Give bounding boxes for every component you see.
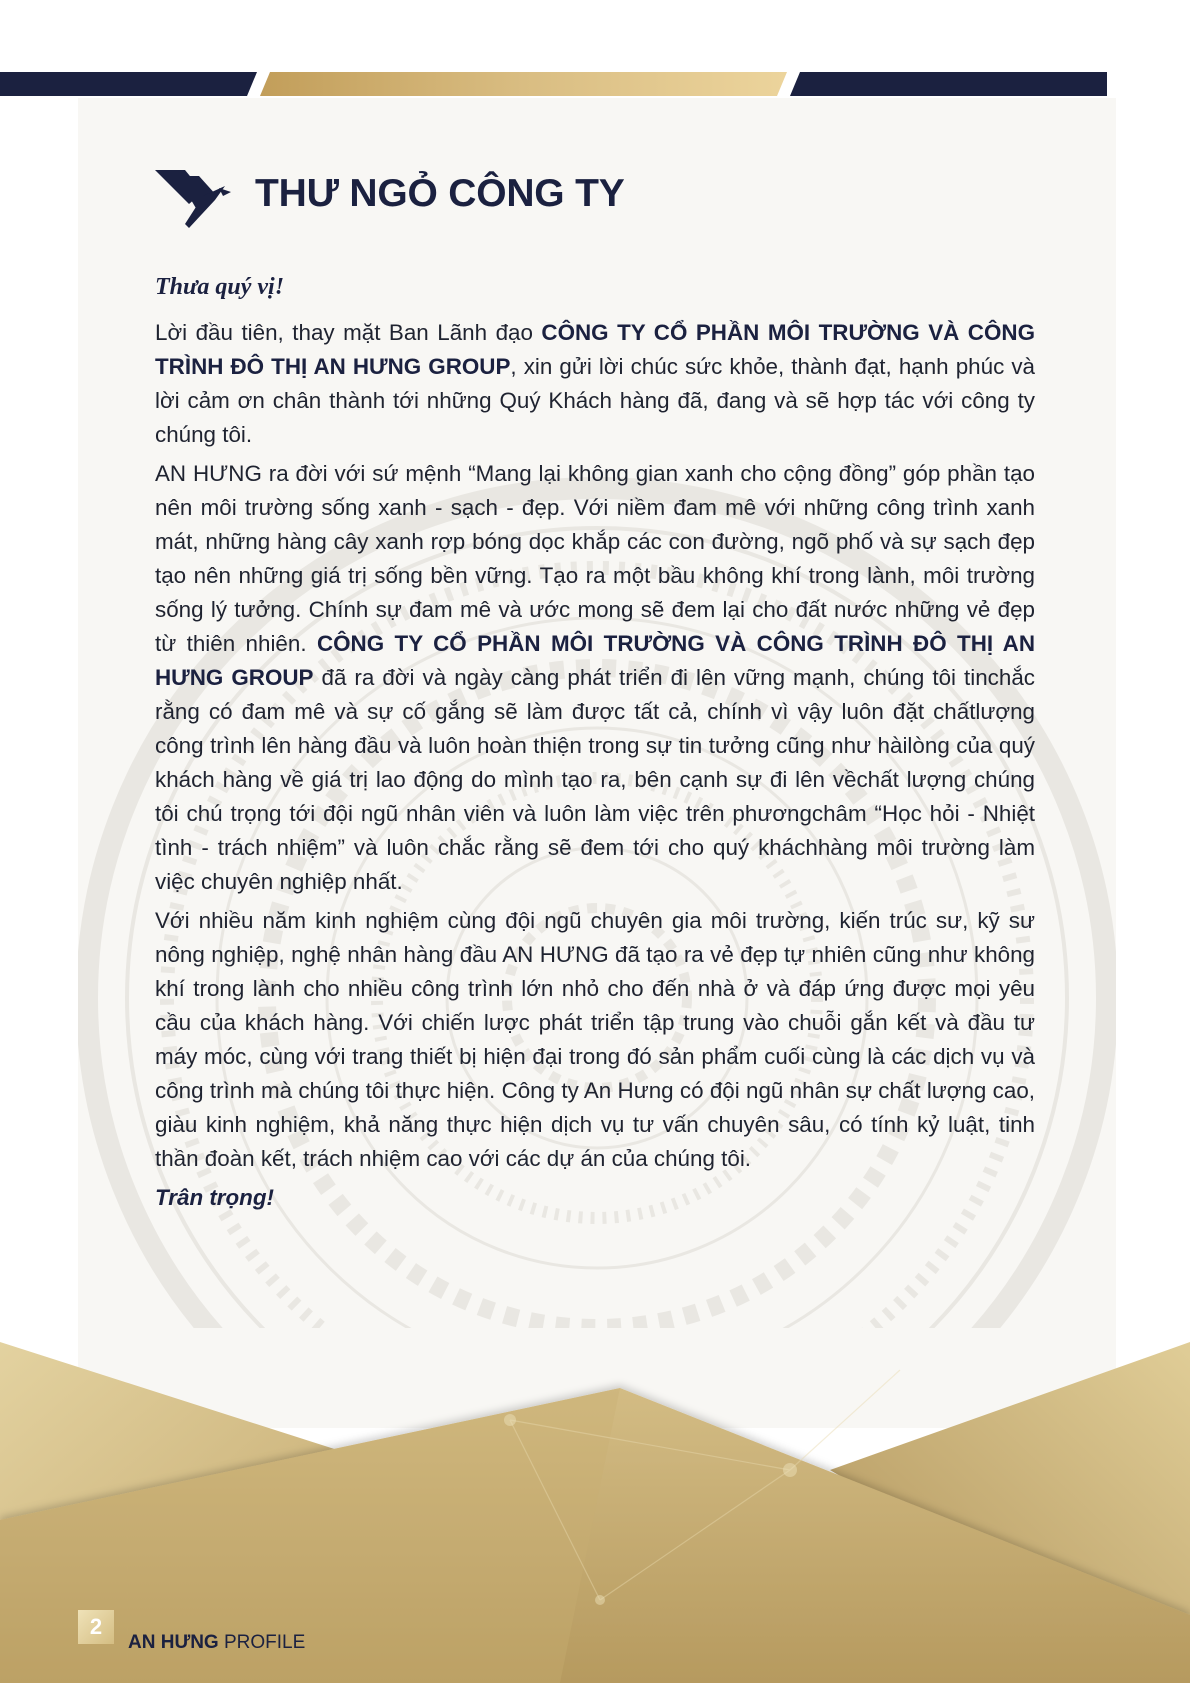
paragraph-mission [155, 457, 1035, 899]
paragraph-mission-text-start: AN HƯNG ra đời với sứ mệnh “Mang lại không gian xanh cho cộng đồng” góp phần tạo nên môi trường sống xanh - sạch - đẹp. Với niềm đam mê với những công trình xanh mát, những hàng cây xanh rợp bóng dọc khắp các con đường, ngõ phố và sự sạch đẹp tạo nên những giá trị sống bền vững. Tạo ra một bầu không khí trong lành, môi trường sống lý tưởng. Chính sự đam mê và ước mong sẽ đem lại cho đất nước những vẻ đẹp từ thiên nhiên. [155, 461, 1035, 656]
footer-brand [128, 1632, 305, 1654]
footer-brand-name: AN HƯNG [128, 1632, 219, 1653]
letter-body [155, 270, 1035, 1215]
letter-greeting: Thưa quý vị! [155, 274, 285, 300]
paragraph-intro-text-end: , xin gửi lời chúc sức khỏe, thành đạt, hạnh phúc và lời cảm ơn chân thành tới những Quý Khách hàng đã, đang và sẽ hợp tác với công ty chúng tôi. [155, 354, 1035, 447]
paragraph-intro [155, 316, 1035, 452]
company-name: CÔNG TY CỔ PHẦN MÔI TRƯỜNG VÀ CÔNG TRÌNH ĐÔ THỊ AN HƯNG GROUP [155, 631, 1035, 690]
bottom-gold-decoration [0, 1330, 1190, 1683]
letter-closing: Trân trọng! [155, 1185, 274, 1210]
company-name: CÔNG TY CỔ PHẦN MÔI TRƯỜNG VÀ CÔNG TRÌNH ĐÔ THỊ AN HƯNG GROUP [155, 320, 1035, 379]
footer-brand-label: PROFILE [218, 1632, 306, 1653]
page-title: THƯ NGỎ CÔNG TY [255, 172, 625, 215]
brand-wing-logo-icon [155, 166, 231, 232]
paragraph-experience: Với nhiều năm kinh nghiệm cùng đội ngũ chuyên gia môi trường, kiến trúc sư, kỹ sư nông nghiệp, nghệ nhân hàng đầu AN HƯNG đã tạo ra vẻ đẹp tự nhiên cũng như không khí trong lành cho nhiều công trình lớn nhỏ cho đến nhà ở và đáp ứng được mọi yêu cầu của khách hàng. Với chiến lược phát triển tập trung vào chuỗi gắn kết và đầu tư máy móc, cùng với trang thiết bị hiện đại trong đó sản phẩm cuối cùng là các dịch vụ và công trình mà chúng tôi thực hiện. Công ty An Hưng có đội ngũ nhân sự chất lượng cao, giàu kinh nghiệm, khả năng thực hiện dịch vụ tư vấn chuyên sâu, có tính kỷ luật, tinh thần đoàn kết, trách nhiệm cao với các dự án của chúng tôi. [155, 908, 1035, 1171]
paragraph-intro-text-start: Lời đầu tiên, thay mặt Ban Lãnh đạo [155, 320, 542, 345]
paragraph-mission-text-end: đã ra đời và ngày càng phát triển đi lên vững mạnh, chúng tôi tinchắc rằng có đam mê và sự cố gắng sẽ làm được tất cả, chính vì vậy luôn đặt chấtlượng công trình lên hàng đầu và luôn hoàn thiện trong sự tin tưởng cũng như hàilòng của quý khách hàng về giá trị lao động do mình tạo ra, bên cạnh sự đi lên vềchất lượng chúng tôi chú trọng tới đội ngũ nhân viên và luôn làm việc trên phươngchâm “Học hỏi - Nhiệt tình - trách nhiệm” và luôn chắc rằng sẽ đem tới cho quý kháchhàng môi trường làm việc chuyên nghiệp nhất. [155, 665, 1035, 894]
page-number: 2 [78, 1610, 114, 1644]
top-decorative-band [0, 72, 1190, 98]
